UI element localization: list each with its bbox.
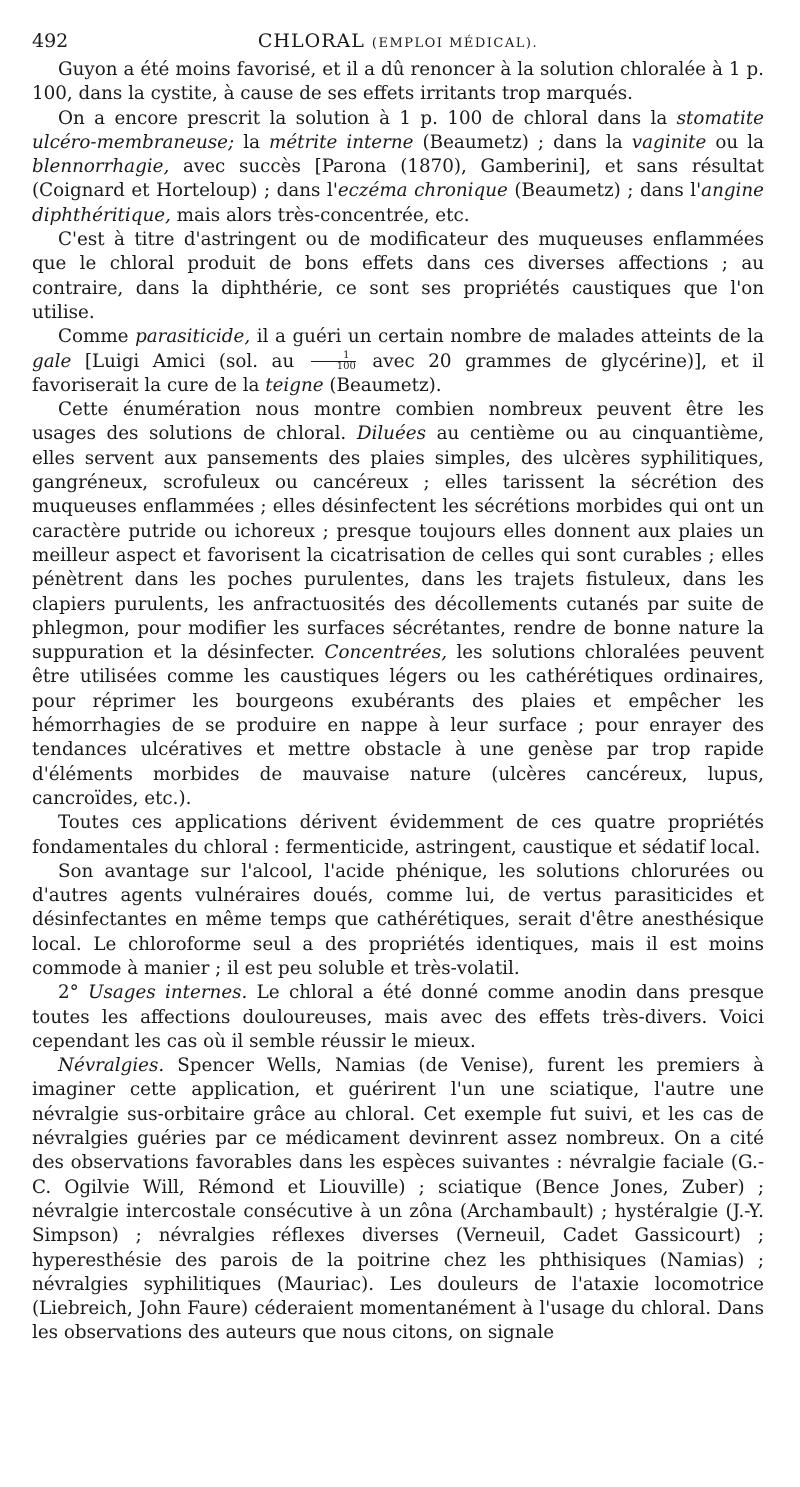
body-text xyxy=(32,58,764,1346)
paragraph-enumeration: Cette énumération nous montre combien nombreux peuvent être les usages des solutions de chloral. Diluées au centième ou au cinquantième, elles servent aux pansements des plaies simples, des ulcères syphilitiques, gangréneux, scrofuleux ou cancéreux ; elles tarissent la sécrétion des muqueuses enflammées ; elles désinfectent les sécrétions morbides qui ont un caractère putride ou ichoreux ; presque toujours elles donnent aux plaies un meilleur aspect et favorisent la cicatrisation de celles qui sont curables ; elles pénètrent dans les poches purulentes, dans les trajets fistuleux, dans les clapiers purulents, les anfractuosités des décollements cutanés par suite de phlegmon, pour modifier les surfaces sécrétantes, rendre de bonne nature la suppuration et la désinfecter. Concentrées, les solutions chloralées peuvent être utilisées comme les caustiques légers ou les cathérétiques ordinaires, pour réprimer les bourgeons exubérants des plaies et empêcher les hémorrhagies de se produire en nappe à leur surface ; pour enrayer des tendances ulcératives et mettre obstacle à une genèse par trop rapide d'éléments morbides de mauvaise nature (ulcères cancéreux, lupus, cancroïdes, etc.). xyxy=(32,399,765,809)
paragraph-parasiticide: Comme parasiticide, il a guéri un certain nombre de malades atteints de la gale [Luigi Amici (sol. au $\frac{1}{100}$ avec 20 grammes de glycérine)], et il favoriserait la cure de la teigne (Beaumetz). xyxy=(32,326,764,396)
paragraph-properties: Toutes ces applications dérivent évidemment de ces quatre propriétés fondamentales du chloral : fermenticide, astringent, caustique et sédatif local. xyxy=(32,812,764,858)
running-title-sub: (EMPLOI MÉDICAL). xyxy=(371,36,539,51)
running-title xyxy=(32,30,764,52)
paragraph-guyon: Guyon a été moins favorisé, et il a dû renoncer à la solution chloralée à 1 p. 100, dans la cystite, à cause de ses effets irritants trop marqués. xyxy=(32,59,764,105)
paragraph-astringent: C'est à titre d'astringent ou de modificateur des muqueuses enflammées que le chloral produit de bons effets dans ces diverses affections ; au contraire, dans la diphthérie, ce sont ses propriétés caustiques que l'on utilise. xyxy=(32,229,764,323)
running-header xyxy=(32,20,764,58)
page-number: 492 xyxy=(32,30,69,52)
paragraph-solution-uses: On a encore prescrit la solution à 1 p. 100 de chloral dans la stomatite ulcéro-membraneuse; la métrite interne (Beaumetz) ; dans la vaginite ou la blennorrhagie, avec succès [Parona (1870), Gamberini], et sans résultat (Coignard et Horteloup) ; dans l'eczéma chronique (Beaumetz) ; dans l'angine diphthéritique, mais alors très-concentrée, etc. xyxy=(32,107,764,226)
fraction: $\frac{1}{100}$ xyxy=(311,351,356,372)
paragraph-internal-uses: 2° Usages internes. Le chloral a été donné comme anodin dans presque toutes les affections douloureuses, mais avec des effets très-divers. Voici cependant les cas où il semble réussir le mieux. xyxy=(32,982,764,1052)
running-title-main: CHLORAL xyxy=(257,30,365,52)
paragraph-neuralgias: Névralgies. Spencer Wells, Namias (de Venise), furent les premiers à imaginer cette application, et guérirent l'un une sciatique, l'autre une névralgie sus-orbitaire grâce au chloral. Cet exemple fut suivi, et les cas de névralgies guéries par ce médicament devinrent assez nombreux. On a cité des observations favorables dans les espèces suivantes : névralgie faciale (G.-C. Ogilvie Will, Rémond et Liouville) ; sciatique (Bence Jones, Zuber) ; névralgie intercostale consécutive à un zôna (Archambault) ; hystéralgie (J.-Y. Simpson) ; névralgies réflexes diverses (Verneuil, Cadet Gassicourt) ; hyperesthésie des parois de la poitrine chez les phthisiques (Namias) ; névralgies syphilitiques (Mauriac). Les douleurs de l'ataxie locomotrice (Liebreich, John Faure) céderaient momentanément à l'usage du chloral. Dans les observations des auteurs que nous citons, on signale xyxy=(32,1055,764,1344)
paragraph-advantage: Son avantage sur l'alcool, l'acide phénique, les solutions chlorurées ou d'autres agents vulnéraires doués, comme lui, de vertus parasiticides et désinfectantes en même temps que cathérétiques, serait d'être anesthésique local. Le chloroforme seul a des propriétés identiques, mais il est moins commode à manier ; il est peu soluble et très-volatil. xyxy=(32,860,764,979)
